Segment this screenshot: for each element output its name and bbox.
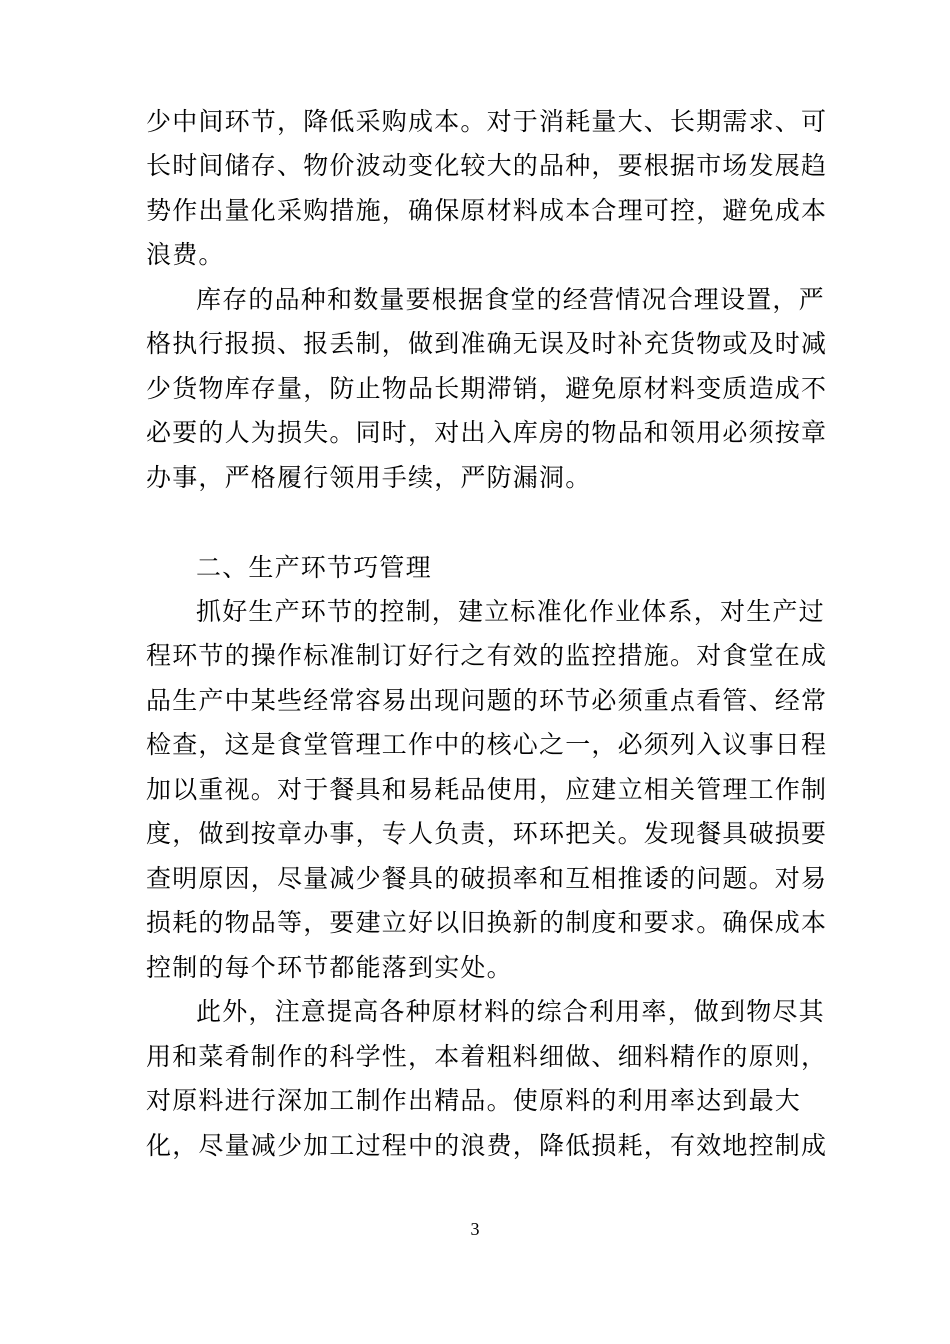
text-line: 加以重视。对于餐具和易耗品使用，应建立相关管理工作制 <box>146 775 828 804</box>
text-line: 查明原因，尽量减少餐具的破损率和互相推诿的问题。对易 <box>146 864 828 893</box>
text-line: 程环节的操作标准制订好行之有效的监控措施。对食堂在成 <box>146 641 828 670</box>
text-line: 浪费。 <box>146 240 225 269</box>
text-line: 势作出量化采购措施，确保原材料成本合理可控，避免成本 <box>146 196 828 225</box>
text-line: 度，做到按章办事，专人负责，环环把关。发现餐具破损要 <box>146 819 828 848</box>
text-line: 品生产中某些经常容易出现问题的环节必须重点看管、经常 <box>146 686 828 715</box>
text-line: 办事，严格履行领用手续，严防漏洞。 <box>146 463 592 492</box>
text-line: 损耗的物品等，要建立好以旧换新的制度和要求。确保成本 <box>146 908 828 937</box>
text-line: 用和菜肴制作的科学性，本着粗料细做、细料精作的原则， <box>146 1042 828 1071</box>
text-line: 少中间环节，降低采购成本。对于消耗量大、长期需求、可 <box>146 107 828 136</box>
text-line: 检查，这是食堂管理工作中的核心之一，必须列入议事日程 <box>146 730 828 759</box>
page-number: 3 <box>470 1219 480 1239</box>
text-line: 长时间储存、物价波动变化较大的品种，要根据市场发展趋 <box>146 151 828 180</box>
text-line: 化，尽量减少加工过程中的浪费，降低损耗，有效地控制成 <box>146 1131 828 1160</box>
text-line: 格执行报损、报丢制，做到准确无误及时补充货物或及时减 <box>146 329 828 358</box>
paragraph-first-line: 此外，注意提高各种原材料的综合利用率，做到物尽其 <box>196 997 825 1026</box>
section-heading: 二、生产环节巧管理 <box>196 553 432 582</box>
text-line: 少货物库存量，防止物品长期滞销，避免原材料变质造成不 <box>146 374 828 403</box>
text-line: 对原料进行深加工制作出精品。使原料的利用率达到最大 <box>146 1086 802 1115</box>
text-line: 必要的人为损失。同时，对出入库房的物品和领用必须按章 <box>146 418 828 447</box>
paragraph-first-line: 库存的品种和数量要根据食堂的经营情况合理设置，严 <box>196 285 825 314</box>
paragraph-first-line: 抓好生产环节的控制，建立标准化作业体系，对生产过 <box>196 597 825 626</box>
text-line: 控制的每个环节都能落到实处。 <box>146 953 513 982</box>
